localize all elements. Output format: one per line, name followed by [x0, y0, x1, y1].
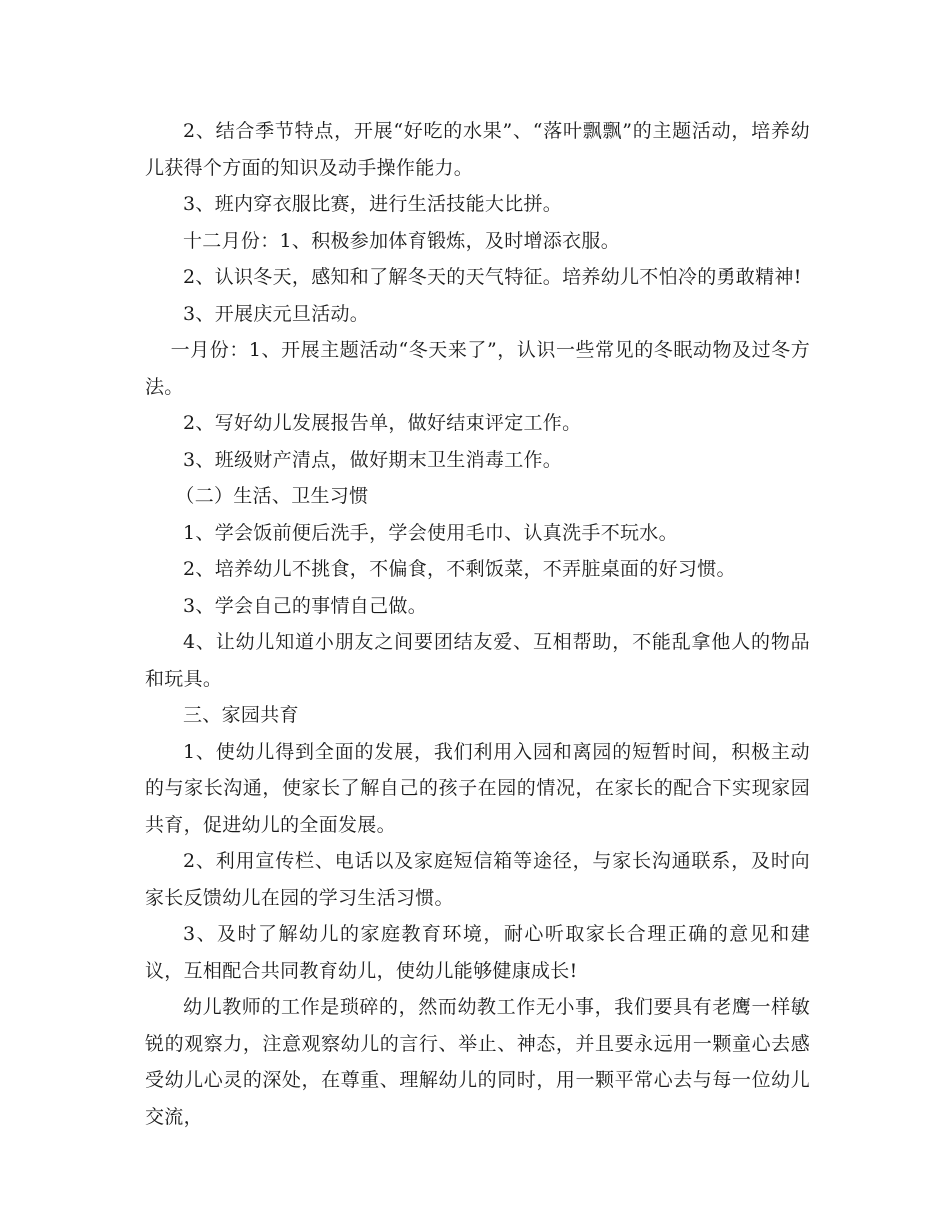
paragraph: 一月份：1、开展主题活动“冬天来了”，认识一些常见的冬眠动物及过冬方法。: [145, 339, 810, 398]
paragraph: 2、结合季节特点，开展“好吃的水果”、“落叶飘飘”的主题活动，培养幼儿获得个方面的知识及动手操作能力。: [145, 120, 810, 179]
paragraph: 3、学会自己的事情自己做。: [183, 594, 427, 617]
paragraph: 4、让幼儿知道小朋友之间要团结友爱、互相帮助，不能乱拿他人的物品和玩具。: [145, 631, 810, 690]
paragraph: 3、班内穿衣服比赛，进行生活技能大比拼。: [183, 193, 563, 215]
paragraph: 2、培养幼儿不挑食，不偏食，不剩饭菜，不弄脏桌面的好习惯。: [183, 558, 736, 580]
paragraph: 2、认识冬天，感知和了解冬天的天气特征。培养幼儿不怕冷的勇敢精神!: [183, 266, 802, 288]
paragraph: 2、利用宣传栏、电话以及家庭短信箱等途径，与家长沟通联系，及时向家长反馈幼儿在园的学习生活习惯。: [145, 850, 810, 909]
paragraph: 十二月份：1、积极参加体育锻炼，及时增添衣服。: [183, 229, 620, 252]
document-body: [145, 113, 810, 1135]
section-heading: 三、家园共育: [183, 704, 299, 726]
section-heading: （二）生活、卫生习惯: [175, 485, 369, 507]
paragraph: 3、开展庆元旦活动。: [183, 302, 370, 325]
paragraph: 1、学会饭前便后洗手，学会使用毛巾、认真洗手不玩水。: [183, 521, 678, 544]
paragraph: 3、及时了解幼儿的家庭教育环境，耐心听取家长合理正确的意见和建议，互相配合共同教育幼儿，使幼儿能够健康成长!: [145, 923, 810, 982]
paragraph: 1、使幼儿得到全面的发展，我们利用入园和离园的短暂时间，积极主动的与家长沟通，使家长了解自己的孩子在园的情况，在家长的配合下实现家园共育，促进幼儿的全面发展。: [145, 740, 810, 836]
paragraph: 2、写好幼儿发展报告单，做好结束评定工作。: [183, 412, 582, 434]
paragraph: 3、班级财产清点，做好期末卫生消毒工作。: [183, 448, 563, 471]
paragraph: 幼儿教师的工作是琐碎的，然而幼教工作无小事，我们要具有老鹰一样敏锐的观察力，注意观察幼儿的言行、举止、神态，并且要永远用一颗童心去感受幼儿心灵的深处，在尊重、理解幼儿的同时，用一颗平常心去与每一位幼儿交流，: [145, 996, 810, 1128]
